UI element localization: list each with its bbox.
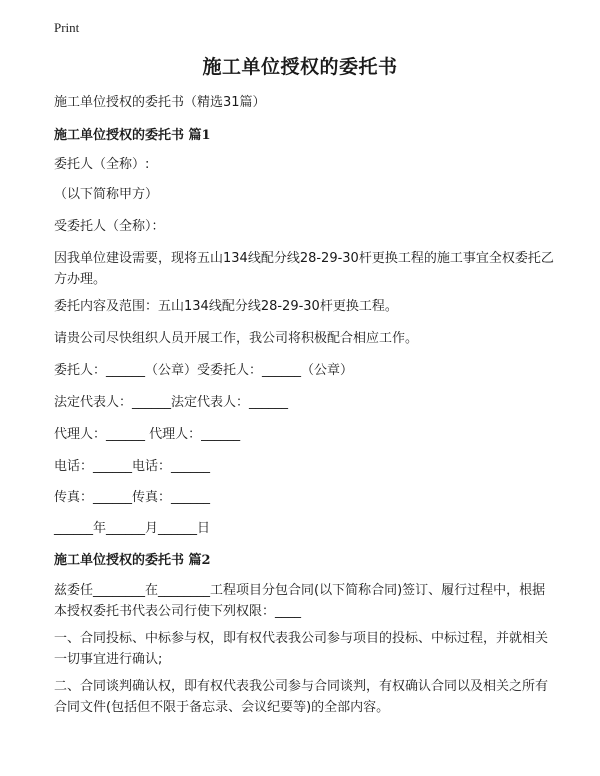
section-1-line-2: （以下简称甲方） <box>54 187 159 202</box>
section-1-line-1: 委托人（全称）: <box>54 157 150 172</box>
section-1-heading: 施工单位授权的委托书 篇1 <box>54 128 211 143</box>
section-1-line-4: 因我单位建设需要，现将五山134线配分线28-29-30杆更换工程的施工事宜全权委托乙方办理。 <box>54 251 554 287</box>
section-1-line-7: 委托人：______（公章）受委托人：______（公章） <box>54 363 354 378</box>
section-2-line-2: 一、合同投标、中标参与权，即有权代表我公司参与项目的投标、中标过程，并就相关一切事宜进行确认; <box>54 631 549 667</box>
section-1-line-3: 受委托人（全称）： <box>54 219 165 234</box>
section-1-line-9: 代理人：______ 代理人：______ <box>54 427 241 442</box>
document-intro: 施工单位授权的委托书（精选31篇） <box>54 95 266 110</box>
section-1-line-5: 委托内容及范围：五山134线配分线28-29-30杆更换工程。 <box>54 299 398 314</box>
section-2-line-1: 兹委任________在________工程项目分包合同(以下简称合同)签订、履行过程中，根据本授权委托书代表公司行使下列权限：____ <box>54 583 546 619</box>
section-1-line-8: 法定代表人：______法定代表人：______ <box>54 395 289 410</box>
section-1-line-12: ______年______月______日 <box>54 521 211 536</box>
section-1-line-11: 传真：______传真：______ <box>54 490 211 505</box>
section-2-line-3: 二、合同谈判确认权，即有权代表我公司参与合同谈判，有权确认合同以及相关之所有合同文件(包括但不限于备忘录、会议纪要等)的全部内容。 <box>54 679 549 715</box>
document-title: 施工单位授权的委托书 <box>202 56 398 78</box>
section-1-line-10: 电话：______电话：______ <box>54 459 211 474</box>
section-2-heading: 施工单位授权的委托书 篇2 <box>54 553 211 568</box>
print-label[interactable]: Print <box>54 20 80 35</box>
section-1-line-6: 请贵公司尽快组织人员开展工作，我公司将积极配合相应工作。 <box>54 331 419 346</box>
